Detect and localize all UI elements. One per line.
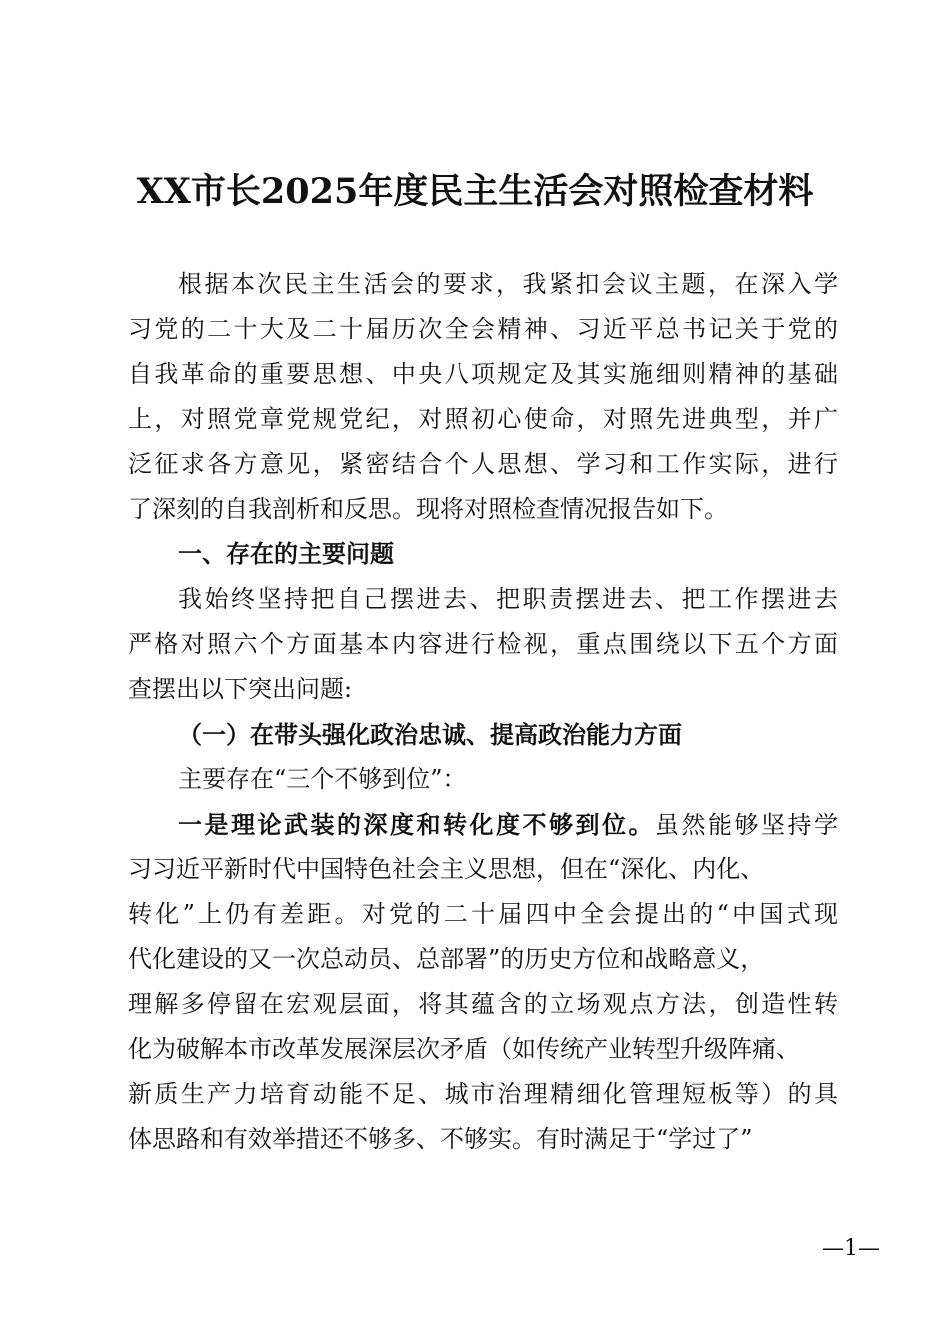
text-line: 习习近平新时代中国特色社会主义思想，但在“深化、内化、 — [128, 855, 765, 883]
line-text: 虽然能够坚持学 — [655, 811, 838, 839]
text-line: 上，对照党章党规党纪，对照初心使命，对照先进典型，并广 — [128, 405, 838, 433]
text-line: 一、存在的主要问题 — [178, 540, 394, 568]
text-line: 根据本次民主生活会的要求，我紧扣会议主题，在深入学 — [178, 270, 838, 298]
page-number: —1— — [822, 1236, 880, 1261]
text-line — [128, 802, 838, 847]
text-line: 化为破解本市改革发展深层次矛盾（如传统产业转型升级阵痛、 — [128, 1035, 800, 1063]
text-line: 体思路和有效举措还不够多、不够实。有时满足于“学过了” — [128, 1125, 753, 1153]
text-line: 理解多停留在宏观层面，将其蕴含的立场观点方法，创造性转 — [128, 990, 838, 1018]
text-line: 主要存在“三个不够到位”： — [178, 765, 467, 793]
text-line: 代化建设的又一次总动员、总部署”的历史方位和战略意义， — [128, 945, 765, 973]
document-title: XX市长2025年度民主生活会对照检查材料 — [136, 171, 814, 212]
document-body — [128, 262, 838, 1162]
text-line: 转化”上仍有差距。对党的二十届四中全会提出的“中国式现 — [128, 900, 838, 928]
bold-lead-text: 一是理论武装的深度和转化度不够到位。 — [178, 810, 655, 839]
text-line: 了深刻的自我剖析和反思。现将对照检查情况报告如下。 — [128, 495, 728, 523]
text-line: 严格对照六个方面基本内容进行检视，重点围绕以下五个方面 — [128, 630, 838, 658]
text-line: 我始终坚持把自己摆进去、把职责摆进去、把工作摆进去 — [178, 585, 838, 613]
text-line: 新质生产力培育动能不足、城市治理精细化管理短板等）的具 — [128, 1080, 838, 1108]
text-line: 习党的二十大及二十届历次全会精神、习近平总书记关于党的 — [128, 315, 838, 343]
text-line: （一）在带头强化政治忠诚、提高政治能力方面 — [178, 720, 682, 749]
text-line: 泛征求各方意见，紧密结合个人思想、学习和工作实际，进行 — [128, 450, 838, 478]
text-line: 自我革命的重要思想、中央八项规定及其实施细则精神的基础 — [128, 360, 838, 388]
text-line: 查摆出以下突出问题: — [128, 675, 353, 703]
